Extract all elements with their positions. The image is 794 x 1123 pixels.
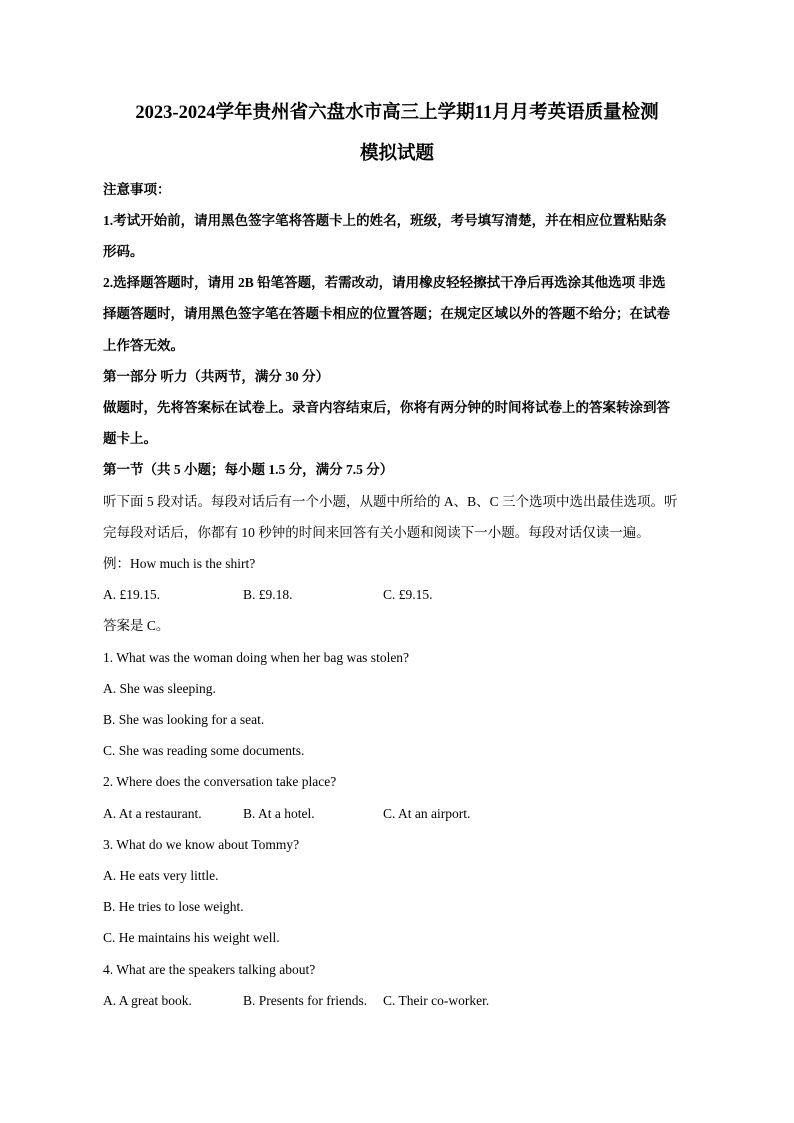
notes-item2-line3: 上作答无效。	[103, 338, 184, 353]
q2-option-a: A. At a restaurant.	[103, 806, 202, 821]
notes-item1-line1: 1.考试开始前，请用黑色签字笔将答题卡上的姓名，班级，考号填写清楚，并在相应位置粘贴条	[103, 213, 667, 228]
part1-instruction-line1: 做题时，先将答案标在试卷上。录音内容结束后，你将有两分钟的时间将试卷上的答案转涂到答	[103, 400, 670, 415]
section1-instruction-line2: 完每段对话后，你都有 10 秒钟的时间来回答有关小题和阅读下一小题。每段对话仅读一遍。	[103, 525, 650, 540]
q2-option-b: B. At a hotel.	[243, 806, 315, 821]
q3-stem: 3. What do we know about Tommy?	[103, 837, 300, 852]
q3-option-b: B. He tries to lose weight.	[103, 899, 244, 914]
q1-option-a: A. She was sleeping.	[103, 681, 216, 696]
q1-option-b: B. She was looking for a seat.	[103, 712, 265, 727]
q2-option-c: C. At an airport.	[383, 806, 471, 821]
example-option-a: A. £19.15.	[103, 587, 160, 602]
part1-heading: 第一部分 听力（共两节，满分 30 分）	[103, 369, 330, 384]
q4-option-a: A. A great book.	[103, 993, 192, 1008]
exam-title-line2: 模拟试题	[359, 144, 434, 164]
q1-option-c: C. She was reading some documents.	[103, 743, 305, 758]
example-question: 例：How much is the shirt?	[103, 556, 256, 571]
q4-option-b: B. Presents for friends.	[243, 993, 368, 1008]
q3-option-a: A. He eats very little.	[103, 868, 219, 883]
notes-item2-line1: 2.选择题答题时，请用 2B 铅笔答题，若需改动，请用橡皮轻轻擦拭干净后再选涂其他选项 非选	[103, 275, 666, 290]
notes-heading: 注意事项：	[103, 182, 171, 197]
q4-stem: 4. What are the speakers talking about?	[103, 962, 316, 977]
part1-instruction-line2: 题卡上。	[103, 431, 157, 446]
notes-item1-line2: 形码。	[103, 244, 144, 259]
q1-stem: 1. What was the woman doing when her bag was stolen?	[103, 650, 410, 665]
q2-stem: 2. Where does the conversation take place?	[103, 774, 337, 789]
example-option-b: B. £9.18.	[243, 587, 293, 602]
exam-title-line1: 2023-2024学年贵州省六盘水市高三上学期11月月考英语质量检测	[135, 103, 659, 123]
example-answer: 答案是 C。	[103, 618, 170, 633]
q3-option-c: C. He maintains his weight well.	[103, 930, 280, 945]
section1-heading: 第一节（共 5 小题；每小题 1.5 分，满分 7.5 分）	[103, 462, 394, 477]
q4-option-c: C. Their co-worker.	[383, 993, 490, 1008]
notes-item2-line2: 择题答题时，请用黑色签字笔在答题卡相应的位置答题；在规定区域以外的答题不给分；在试卷	[103, 306, 670, 321]
example-option-c: C. £9.15.	[383, 587, 433, 602]
section1-instruction-line1: 听下面 5 段对话。每段对话后有一个小题，从题中所给的 A、B、C 三个选项中选出最佳选项。听	[103, 494, 678, 509]
